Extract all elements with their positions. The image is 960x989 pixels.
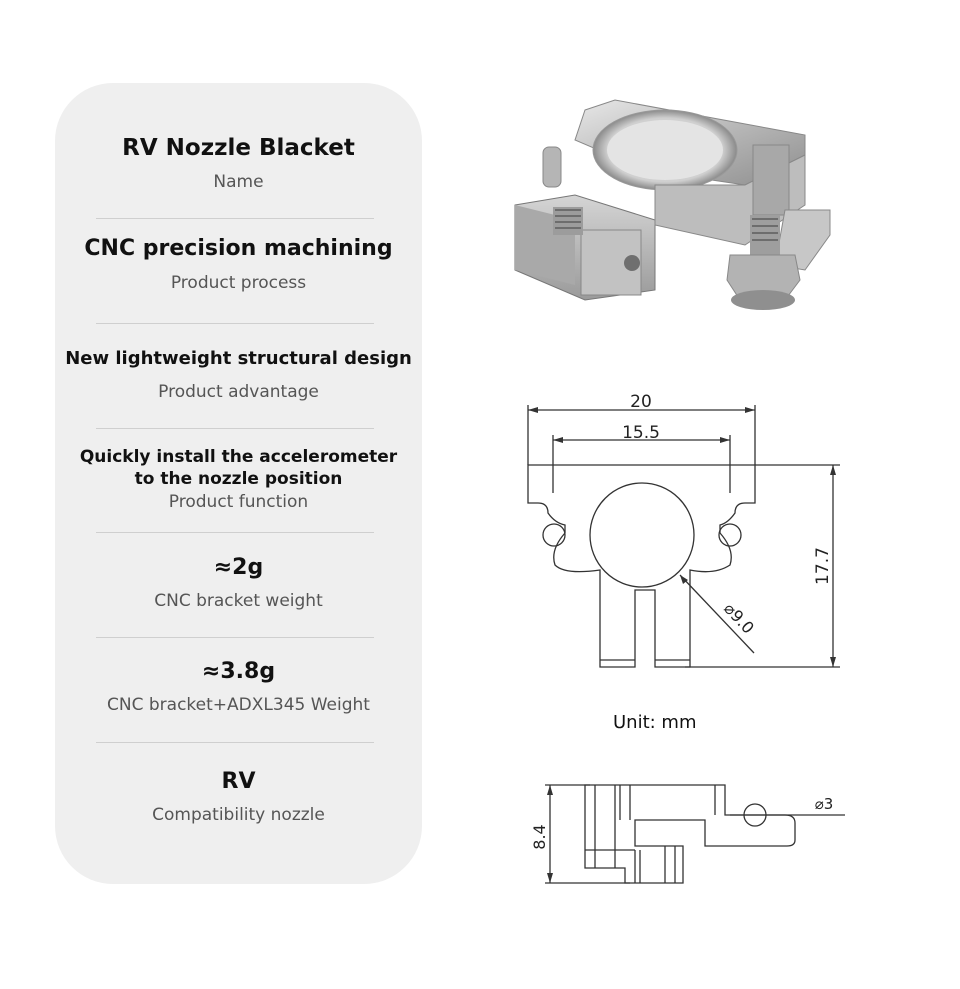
divider [96, 428, 374, 429]
spec-label: Product advantage [158, 381, 319, 402]
side-view-drawing [525, 778, 865, 888]
spec-value-line1: Quickly install the accelerometer [79, 447, 398, 467]
dimension-overall-width: 20 [630, 392, 652, 412]
divider [96, 742, 374, 743]
spec-label: Name [213, 171, 264, 192]
spec-label: Product function [168, 491, 309, 512]
spec-process [55, 236, 422, 294]
front-view-drawing [510, 385, 850, 685]
spec-value: ≈2g [213, 555, 264, 580]
spec-total-weight [55, 659, 422, 716]
divider [96, 323, 374, 324]
spec-label: CNC bracket weight [154, 591, 323, 612]
bracket-product-image [505, 95, 835, 320]
dimension-side-height: 8.4 [530, 824, 549, 850]
dimension-bore-diameter: ⌀9.0 [720, 598, 758, 638]
divider [96, 532, 374, 533]
dimension-hole-diameter: ⌀3 [814, 795, 834, 813]
spec-label: CNC bracket+ADXL345 Weight [107, 695, 370, 716]
divider [96, 218, 374, 219]
spec-value: ≈3.8g [201, 659, 276, 684]
unit-label: Unit: mm [613, 712, 697, 733]
spec-label: Compatibility nozzle [152, 805, 325, 826]
spec-value-line2: to the nozzle position [134, 469, 343, 490]
divider [96, 637, 374, 638]
spec-value: RV Nozzle Blacket [122, 135, 355, 161]
spec-function [55, 447, 422, 513]
spec-value: CNC precision machining [84, 236, 393, 261]
dimension-height: 17.7 [813, 547, 833, 585]
spec-compatibility [55, 769, 422, 826]
spec-label: Product process [170, 273, 307, 294]
spec-value: RV [221, 769, 256, 794]
spec-name [55, 135, 422, 193]
dimension-inner-width: 15.5 [622, 423, 660, 443]
spec-value: New lightweight structural design [65, 348, 412, 369]
spec-advantage [55, 348, 422, 403]
spec-card [55, 83, 422, 884]
spec-weight [55, 555, 422, 612]
